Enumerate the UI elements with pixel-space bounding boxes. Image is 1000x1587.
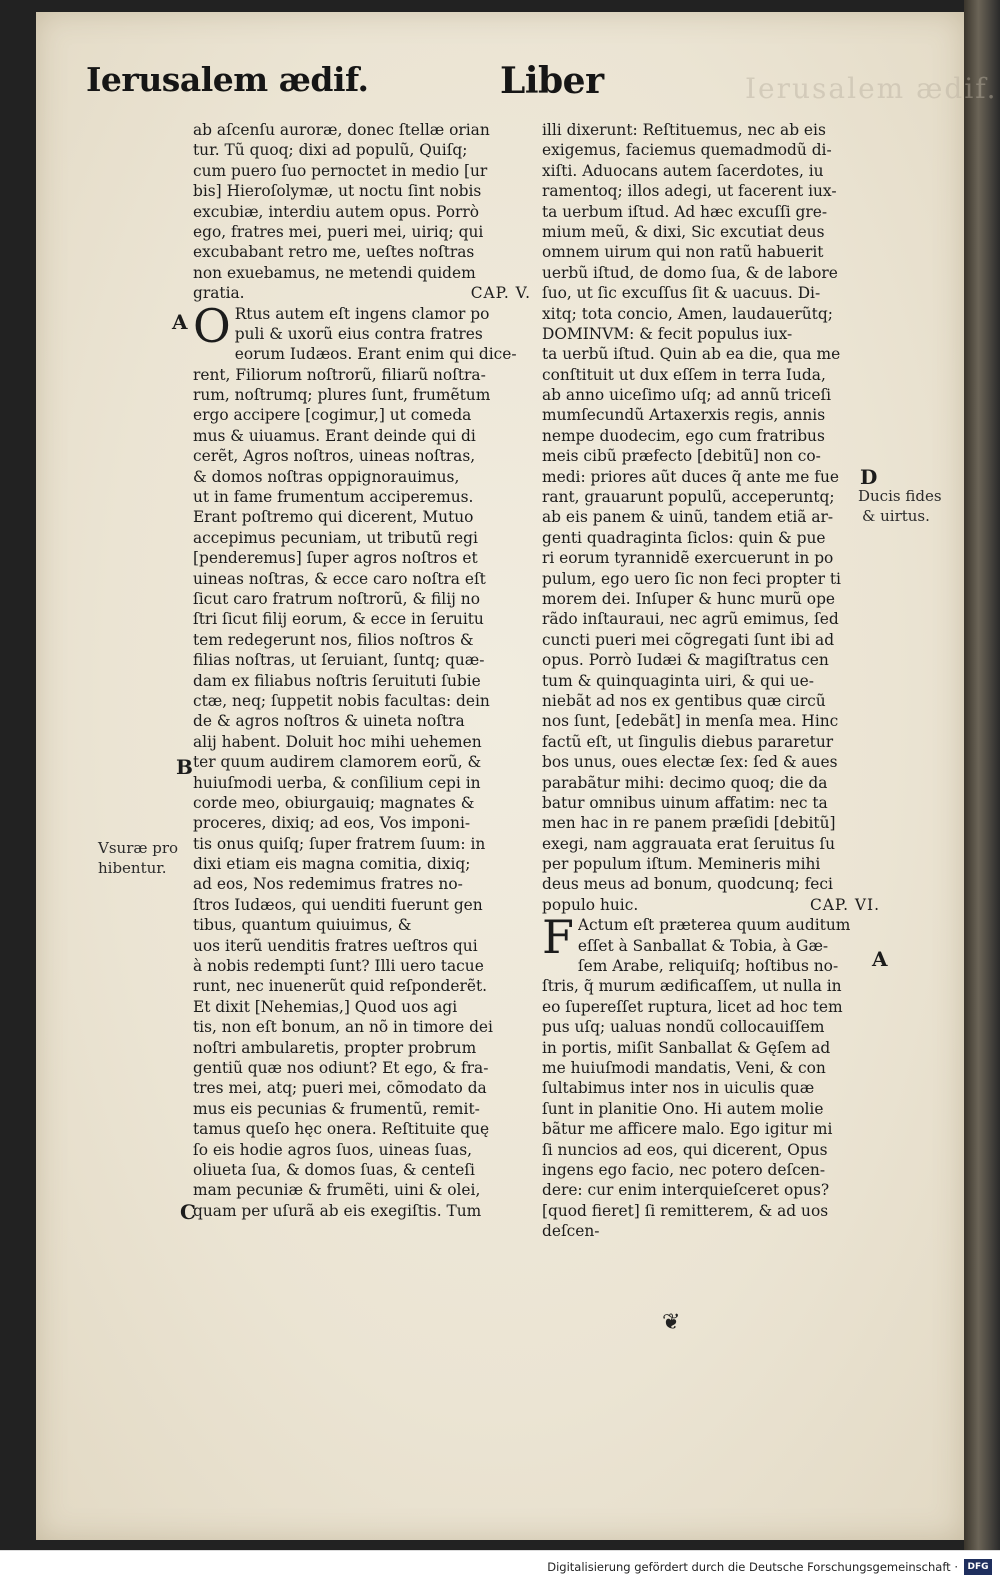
text-line: rant, grauarunt populũ, acceperuntq; xyxy=(542,488,835,507)
column-text-block xyxy=(193,120,531,304)
text-line: uerbũ iſtud, de domo ſua, & de labore xyxy=(542,263,838,282)
text-line: exigemus, faciemus quemadmodũ di- xyxy=(542,141,832,160)
text-line: bos unus, oues electæ ſex: ſed & aues xyxy=(542,753,838,772)
text-line: xiſti. Aduocans autem ſacerdotes, iu xyxy=(542,161,824,180)
text-line: noſtri ambularetis, propter probrum xyxy=(193,1038,477,1057)
text-line: Et dixit [Nehemias,] Quod uos agi xyxy=(193,997,458,1016)
text-line: ſem Arabe, reliquiſq; hoſtibus no- xyxy=(577,957,839,976)
text-line: nos ſunt, [edebãt] in menſa mea. Hinc xyxy=(542,712,839,731)
text-line: eo ſupereſſet ruptura, licet ad hoc tem xyxy=(542,997,843,1016)
margin-marker-d: D xyxy=(860,465,878,489)
text-line: Actum eſt præterea quum auditum xyxy=(577,916,851,935)
text-line: medi: priores aũt duces q̃ ante me fue xyxy=(542,467,839,486)
text-line: opus. Porrò Iudæi & magiſtratus cen xyxy=(542,651,829,670)
sidenote-usurae xyxy=(98,838,178,878)
text-line: gratia. xyxy=(193,284,245,303)
text-line: genti quadraginta ſiclos: quin & pue xyxy=(542,528,826,547)
text-line: dere: cur enim interquieſceret opus? xyxy=(542,1181,830,1200)
text-line: per populum iſtum. Memineris mihi xyxy=(542,855,821,874)
text-line: mam pecuniæ & frumẽti, uini & olei, xyxy=(193,1181,481,1200)
text-line: deſcen- xyxy=(542,1222,600,1241)
text-line: ingens ego facio, nec potero deſcen- xyxy=(542,1160,826,1179)
sidenote-line: & uirtus. xyxy=(862,507,930,525)
text-line: meis cibũ præfecto [debitũ] non co- xyxy=(542,447,821,466)
text-line: [penderemus] ſuper agros noſtros et xyxy=(193,549,478,568)
text-line: ramentoq; illos adegi, ut facerent iux- xyxy=(542,182,837,201)
text-line: rãdo inſtauraui, nec agrũ emimus, ſed xyxy=(542,610,839,629)
text-line: ſtri ſicut filij eorum, & ecce in ſeruitu xyxy=(193,610,484,629)
dfg-logo: DFG xyxy=(964,1559,992,1575)
text-line: ctæ, neq; ſuppetit nobis facultas: dein xyxy=(193,691,490,710)
text-line: ſi nuncios ad eos, qui dicerent, Opus xyxy=(542,1140,828,1159)
text-line: filias noſtras, ut ſeruiant, ſuntq; quæ- xyxy=(193,651,485,670)
text-line: tamus queſo hęc onera. Reſtituite quę xyxy=(193,1120,490,1139)
text-line: ri eorum tyrannidẽ exercuerunt in po xyxy=(542,549,834,568)
text-line: populo huic. xyxy=(542,895,639,914)
text-line: tres mei, atq; pueri mei, cõmodato da xyxy=(193,1079,487,1098)
text-line: ego, fratres mei, pueri mei, uiriq; qui xyxy=(193,222,484,241)
column-text-block xyxy=(542,120,880,915)
text-line: proceres, dixiq; ad eos, Vos imponi- xyxy=(193,814,471,833)
text-line: & domos noſtras oppignorauimus, xyxy=(193,467,460,486)
text-line: rum, noſtrumq; plures ſunt, frumẽtum xyxy=(193,386,491,405)
sidenote-line: Ducis fides xyxy=(858,487,942,505)
text-line: factũ eſt, ut ſingulis diebus pararetur xyxy=(542,732,834,751)
text-line: ſultabimus inter nos in uiculis quæ xyxy=(542,1079,815,1098)
text-line: ad eos, Nos redemimus fratres no- xyxy=(193,875,463,894)
text-line: de & agros noſtros & uineta noſtra xyxy=(193,712,465,731)
text-line: à nobis redempti ſunt? Illi uero tacue xyxy=(193,957,484,976)
drop-cap: O xyxy=(193,298,231,353)
text-line: morem dei. Inſuper & hunc murũ ope xyxy=(542,589,836,608)
text-line: ſtris, q̃ murum ædificaſſem, ut nulla in xyxy=(542,977,842,996)
sidenote-line: hibentur. xyxy=(98,859,167,877)
margin-marker-a2: A xyxy=(872,947,888,971)
sidenote-line: Vsuræ pro xyxy=(98,839,179,857)
text-line: DOMINVM: & fecit populus iux- xyxy=(542,324,793,343)
funding-notice: Digitalisierung gefördert durch die Deutsche Forschungsgemeinschaft · xyxy=(547,1560,958,1574)
text-line: tur. Tũ quoq; dixi ad populũ, Quiſq; xyxy=(193,141,468,160)
text-line: deus meus ad bonum, quodcunq; feci xyxy=(542,875,833,894)
text-line: tis, non eſt bonum, an nõ in timore dei xyxy=(193,1018,493,1037)
text-line: illi dixerunt: Reſtituemus, nec ab eis xyxy=(542,121,826,139)
text-line: ab aſcenſu auroræ, donec ſtellæ orian xyxy=(193,121,490,139)
text-line: ſtros Iudæos, qui uenditi fuerunt gen xyxy=(193,895,483,914)
text-line: Erant poſtremo qui dicerent, Mutuo xyxy=(193,508,474,527)
text-line: Rtus autem eſt ingens clamor po xyxy=(234,304,490,323)
text-line: ſicut caro fratrum noſtrorũ, & filij no xyxy=(193,589,480,608)
text-line: bis] Hieroſolymæ, ut noctu ſint nobis xyxy=(193,182,482,201)
text-line: eorum Iudæos. Erant enim qui dice- xyxy=(234,345,517,364)
chapter-opening xyxy=(193,298,531,1222)
column-text-block xyxy=(193,298,531,1222)
text-line: pus uſq; ualuas nondũ collocauiſſem xyxy=(542,1018,825,1037)
text-line: puli & uxorũ eius contra fratres xyxy=(234,324,483,343)
text-line: me huiuſmodi mandatis, Veni, & con xyxy=(542,1058,826,1077)
text-line: tis onus quiſq; ſuper fratrem ſuum: in xyxy=(193,834,486,853)
text-line: men hac in re panem præſidi [debitũ] xyxy=(542,814,836,833)
text-line: in portis, miſit Sanballat & Gęſem ad xyxy=(542,1038,831,1057)
column-text-block xyxy=(542,910,880,1241)
margin-marker-a: A xyxy=(172,310,188,334)
text-line: ſo eis hodie agros ſuos, uineas ſuas, xyxy=(193,1140,473,1159)
text-line: tem redegerunt nos, filios noſtros & xyxy=(193,630,474,649)
text-line: excubabant retro me, ueſtes noſtras xyxy=(193,243,475,262)
chapter-opening xyxy=(542,910,880,1241)
text-column-right xyxy=(542,120,880,1241)
margin-marker-b: B xyxy=(176,755,193,779)
text-line: ta uerbum iſtud. Ad hæc excuſſi gre- xyxy=(542,202,828,221)
text-line: excubiæ, interdiu autem opus. Porrò xyxy=(193,202,479,221)
text-line: niebãt ad nos ex gentibus quæ circũ xyxy=(542,691,826,710)
text-line: ut in fame frumentum acciperemus. xyxy=(193,488,474,507)
text-line: nempe duodecim, ego cum fratribus xyxy=(542,426,825,445)
text-line: pulum, ego uero ſic non feci propter ti xyxy=(542,569,841,588)
text-line: exegi, nam aggrauata erat ſeruitus ſu xyxy=(542,834,835,853)
text-line: omnem uirum qui non ratũ habuerit xyxy=(542,243,824,262)
text-line: cuncti pueri mei cõgregati ſunt ibi ad xyxy=(542,630,835,649)
text-line: parabãtur mihi: decimo quoq; die da xyxy=(542,773,828,792)
text-line: non exuebamus, ne metendi quidem xyxy=(193,263,476,282)
text-line: mus eis pecunias & frumentũ, remit- xyxy=(193,1099,480,1118)
margin-marker-c: C xyxy=(180,1200,196,1224)
text-line: accepimus pecuniam, ut tributũ regi xyxy=(193,528,478,547)
running-head-right: Liber xyxy=(500,60,604,102)
text-line: eſſet à Sanballat & Tobia, à Gæ- xyxy=(577,936,829,955)
text-column-left xyxy=(193,120,531,1221)
text-line: batur omnibus uinum affatim: nec ta xyxy=(542,793,828,812)
text-line: bãtur me afficere malo. Ego igitur mi xyxy=(542,1120,833,1139)
text-line: ter quum audirem clamorem eorũ, & xyxy=(193,753,482,772)
text-line: alij habent. Doluit hoc mihi uehemen xyxy=(193,732,482,751)
text-line: ta uerbũ iſtud. Quin ab ea die, qua me xyxy=(542,345,841,364)
text-line: dixi etiam eis magna comitia, dixiq; xyxy=(193,855,471,874)
text-line: ab eis panem & uinũ, tandem etiã ar- xyxy=(542,508,834,527)
text-line: ab anno uiceſimo uſq; ad annũ triceſi xyxy=(542,386,832,405)
text-line: huiuſmodi uerba, & conſilium cepi in xyxy=(193,773,481,792)
text-line: ergo accipere [cogimur,] ut comeda xyxy=(193,406,472,425)
text-line: conſtituit ut dux eſſem in terra Iuda, xyxy=(542,365,826,384)
text-line: dam ex filiabus noſtris ſeruituti ſubie xyxy=(193,671,481,690)
text-line: quam per uſurã ab eis exegiſtis. Tum xyxy=(193,1201,482,1220)
text-line: mumſecundũ Artaxerxis regis, annis xyxy=(542,406,826,425)
text-line: tum & quinquaginta uiri, & qui ue- xyxy=(542,671,814,690)
text-line: corde meo, obiurgauiq; magnates & xyxy=(193,793,475,812)
chapter-heading: CAP. VI. xyxy=(810,895,880,914)
running-head-left: Ierusalem ædif. xyxy=(86,60,369,99)
text-line: ſuo, ut ſic excuſſus ſit & uacuus. Di- xyxy=(542,284,821,303)
bleed-through-text: Ierusalem ædif. xyxy=(745,72,998,105)
text-line: runt, nec inuenerũt quid reſponderẽt. xyxy=(193,977,488,996)
text-line: xitq; tota concio, Amen, laudauerũtq; xyxy=(542,304,833,323)
text-line: gentiũ quæ nos odiunt? Et ego, & fra- xyxy=(193,1058,489,1077)
text-line: cum puero ſuo pernoctet in medio [ur xyxy=(193,161,488,180)
text-line: uos iterũ uenditis fratres ueſtros qui xyxy=(193,936,478,955)
footer-bar xyxy=(0,1550,1000,1587)
text-line: rent, Filiorum noſtrorũ, filiarũ noſtra- xyxy=(193,365,486,384)
text-line: uineas noſtras, & ecce caro noſtra eſt xyxy=(193,569,486,588)
text-line: oliueta ſua, & domos ſuas, & centeſi xyxy=(193,1160,475,1179)
text-line: mus & uiuamus. Erant deinde qui di xyxy=(193,426,476,445)
scan-edge xyxy=(964,0,1000,1550)
chapter-heading: CAP. V. xyxy=(470,284,531,303)
drop-cap: F xyxy=(542,910,574,965)
text-line: mium meũ, & dixi, Sic excutiat deus xyxy=(542,222,825,241)
text-line: ſunt in planitie Ono. Hi autem molie xyxy=(542,1099,824,1118)
ornament-fleuron: ❦ xyxy=(662,1310,681,1335)
text-line: [quod fieret] ſi remitterem, & ad uos xyxy=(542,1201,829,1220)
text-line: cerẽt, Agros noſtros, uineas noſtras, xyxy=(193,447,476,466)
text-line: tibus, quantum quiuimus, & xyxy=(193,916,412,935)
